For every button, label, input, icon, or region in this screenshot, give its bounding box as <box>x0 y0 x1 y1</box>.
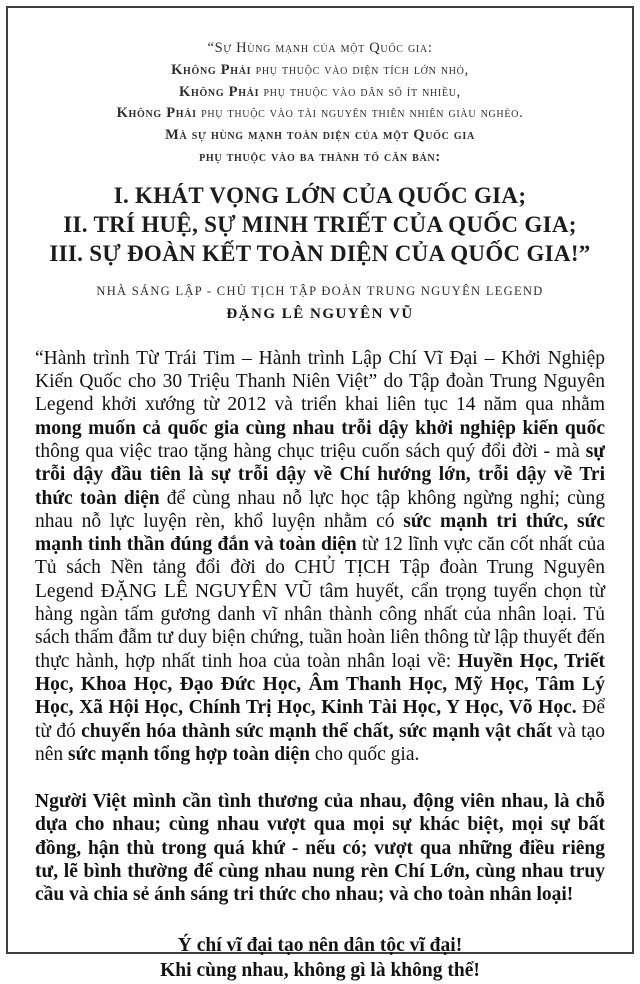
pillar-line-2: II. TRÍ HUỆ, SỰ MINH TRIẾT CỦA QUỐC GIA; <box>35 210 605 239</box>
body-paragraph-2: Người Việt mình cần tình thương của nhau, động viên nhau, là chỗ dựa cho nhau; cùng nhau vượt qua mọi sự khác biệt, mọi sự bất đồng, hận thù trong quá khứ - nếu có; vượt qua những điều riêng tư, lẽ bình thường để cùng nhau nung rèn Chí Lớn, cùng nhau truy cầu và chia sẻ ánh sáng tri thức cho nhau; và cho toàn nhân loại! <box>35 790 605 906</box>
pillar-line-3: III. SỰ ĐOÀN KẾT TOÀN DIỆN CỦA QUỐC GIA!” <box>35 239 605 268</box>
attribution-role: NHÀ SÁNG LẬP - CHỦ TỊCH TẬP ĐOÀN TRUNG NGUYÊN LEGEND <box>35 282 605 301</box>
pillar-line-1: I. KHÁT VỌNG LỚN CỦA QUỐC GIA; <box>35 181 605 210</box>
attribution-name: ĐẶNG LÊ NGUYÊN VŨ <box>35 304 605 325</box>
quote-line-5: Mà sự hùng mạnh toàn diện của một Quốc gia <box>35 125 605 147</box>
quote-line-4: Không Phải phụ thuộc vào tài nguyên thiên nhiên giàu nghèo. <box>35 103 605 125</box>
quote-line-1: “Sự Hùng mạnh của một Quốc gia: <box>35 38 605 60</box>
closing-line-1: Ý chí vĩ đại tạo nên dân tộc vĩ đại! <box>35 933 605 959</box>
pillars-heading <box>35 181 605 268</box>
quote-line-3: Không Phải phụ thuộc vào dân số ít nhiều, <box>35 82 605 104</box>
closing-line-2: Khi cùng nhau, không gì là không thể! <box>35 958 605 984</box>
quote-line-6: phụ thuộc vào ba thành tố căn bản: <box>35 147 605 169</box>
closing-block <box>35 933 605 984</box>
quote-block <box>35 38 605 169</box>
body-paragraph-1: “Hành trình Từ Trái Tim – Hành trình Lập Chí Vĩ Đại – Khởi Nghiệp Kiến Quốc cho 30 Triệu Thanh Niên Việt” do Tập đoàn Trung Nguyên Legend khởi xướng từ 2012 và triển khai liên tục 14 năm qua nhằm mong muốn cả quốc gia cùng nhau trỗi dậy khởi nghiệp kiến quốc thông qua việc trao tặng hàng chục triệu cuốn sách quý đổi đời - mà sự trỗi dậy đầu tiên là sự trỗi dậy về Chí hướng lớn, trỗi dậy về Tri thức toàn diện để cùng nhau nỗ lực học tập không ngừng nghỉ; cùng nhau nỗ lực luyện rèn, khổ luyện nhằm có sức mạnh tri thức, sức mạnh tinh thần đúng đắn và toàn diện từ 12 lĩnh vực căn cốt nhất của Tủ sách Nền tảng đổi đời do CHỦ TỊCH Tập đoàn Trung Nguyên Legend ĐẶNG LÊ NGUYÊN VŨ tâm huyết, cẩn trọng tuyển chọn từ hàng ngàn tấm gương danh vĩ nhân thành công nhất của nhân loại. Tủ sách thấm đẫm tư duy biện chứng, tuần hoàn liên thông từ lập thuyết đến thực hành, hợp nhất tinh hoa của toàn nhân loại về: Huyền Học, Triết Học, Khoa Học, Đạo Đức Học, Âm Thanh Học, Mỹ Học, Tâm Lý Học, Xã Hội Học, Chính Trị Học, Kinh Tài Học, Y Học, Võ Học. Để từ đó chuyển hóa thành sức mạnh thể chất, sức mạnh vật chất và tạo nên sức mạnh tổng hợp toàn diện cho quốc gia. <box>35 347 605 766</box>
quote-line-2: Không Phải phụ thuộc vào diện tích lớn nhỏ, <box>35 60 605 82</box>
page-content <box>8 8 632 952</box>
